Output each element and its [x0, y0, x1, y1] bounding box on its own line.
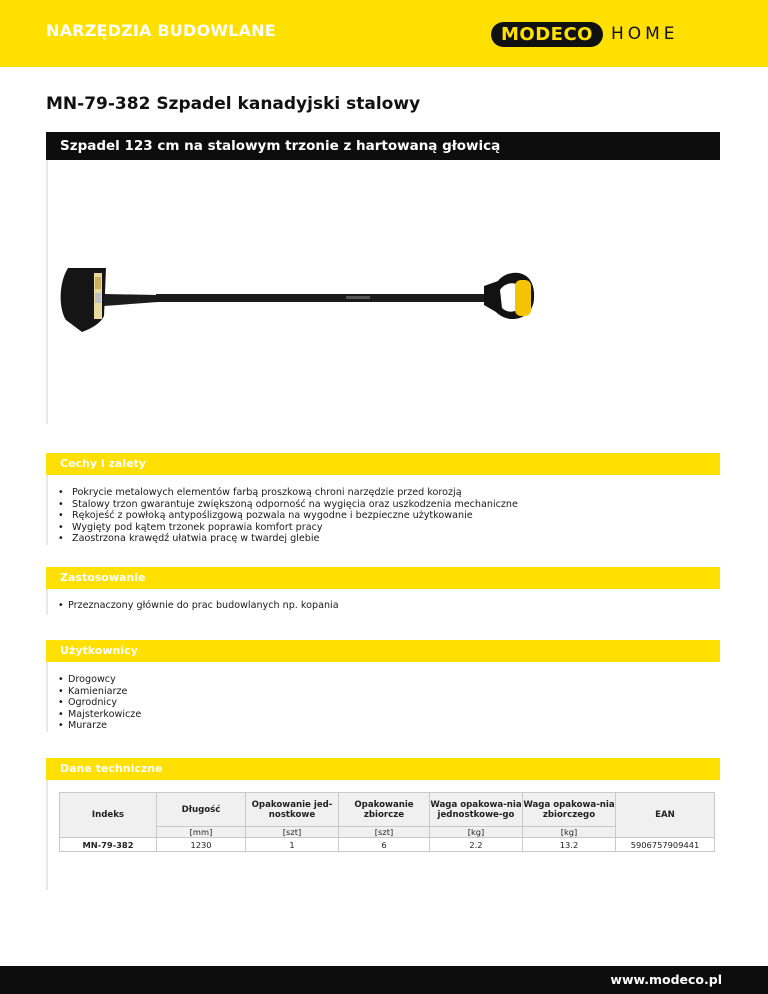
- column-header-unit-pack: Opakowanie jed-nostkowe: [246, 793, 339, 827]
- unit-length: [mm]: [157, 827, 246, 838]
- footer-website-link[interactable]: www.modeco.pl: [610, 972, 722, 987]
- column-header-bulk-weight: Waga opakowa-nia zbiorczego: [523, 793, 616, 827]
- users-list: [58, 674, 141, 732]
- features-list-item: • Zaostrzona krawędź ułatwia pracę w twardej glebie: [58, 533, 518, 545]
- users-list-item: • Murarze: [58, 720, 141, 732]
- technical-data-table: [59, 792, 715, 852]
- unit-bulk-pack: [szt]: [339, 827, 430, 838]
- cell-unit-pack: 1: [246, 838, 339, 852]
- users-list-item: • Majsterkowicze: [58, 709, 141, 721]
- subtitle-bar: [46, 132, 720, 160]
- users-list-item: • Kamieniarze: [58, 686, 141, 698]
- users-list-item: • Drogowcy: [58, 674, 141, 686]
- technical-heading-bar: [46, 758, 720, 780]
- features-list: [58, 487, 518, 545]
- brand-logo: [491, 21, 679, 47]
- column-header-ean: EAN: [616, 793, 715, 838]
- product-image: [48, 160, 720, 422]
- technical-side-rule: [46, 780, 48, 890]
- column-header-unit-weight: Waga opakowa-nia jednostkowe-go: [430, 793, 523, 827]
- header-bar: [0, 0, 768, 67]
- shovel-illustration: [48, 160, 720, 422]
- cell-index: MN-79-382: [60, 838, 157, 852]
- users-heading: Użytkownicy: [60, 644, 138, 657]
- cell-unit-weight: 2.2: [430, 838, 523, 852]
- users-side-rule: [46, 662, 48, 732]
- table-header-row: [60, 793, 715, 827]
- application-heading: Zastosowanie: [60, 571, 146, 584]
- cell-length: 1230: [157, 838, 246, 852]
- features-list-item: • Rękojeść z powłoką antypoślizgową pozwala na wygodne i bezpieczne użytkowanie: [58, 510, 518, 522]
- unit-unit-weight: [kg]: [430, 827, 523, 838]
- users-list-item: • Ogrodnicy: [58, 697, 141, 709]
- cell-bulk-weight: 13.2: [523, 838, 616, 852]
- features-heading-bar: [46, 453, 720, 475]
- features-heading: Cechy i zalety: [60, 457, 146, 470]
- features-list-item: • Pokrycie metalowych elementów farbą proszkową chroni narzędzie przed korozją: [58, 487, 518, 499]
- application-list-item: • Przeznaczony głównie do prac budowlanych np. kopania: [58, 600, 339, 612]
- logo-main-text: MODECO: [491, 22, 603, 47]
- application-heading-bar: [46, 567, 720, 589]
- application-list: [58, 600, 339, 612]
- application-side-rule: [46, 589, 48, 615]
- footer-bar: [0, 966, 768, 994]
- column-header-length: Długość: [157, 793, 246, 827]
- logo-home-text: HOME: [610, 24, 679, 44]
- unit-bulk-weight: [kg]: [523, 827, 616, 838]
- features-list-item: • Wygięty pod kątem trzonek poprawia komfort pracy: [58, 522, 518, 534]
- technical-heading: Dane techniczne: [60, 762, 163, 775]
- users-heading-bar: [46, 640, 720, 662]
- category-label: NARZĘDZIA BUDOWLANE: [46, 21, 276, 40]
- product-subtitle: Szpadel 123 cm na stalowym trzonie z hartowaną głowicą: [60, 138, 501, 154]
- features-list-item: • Stalowy trzon gwarantuje zwiększoną odporność na wygięcia oraz uszkodzenia mechaniczne: [58, 499, 518, 511]
- table-row: [60, 838, 715, 852]
- features-side-rule: [46, 475, 48, 545]
- unit-unit-pack: [szt]: [246, 827, 339, 838]
- column-header-index: Indeks: [60, 793, 157, 838]
- column-header-bulk-pack: Opakowanie zbiorcze: [339, 793, 430, 827]
- cell-ean: 5906757909441: [616, 838, 715, 852]
- cell-bulk-pack: 6: [339, 838, 430, 852]
- product-title: MN-79-382 Szpadel kanadyjski stalowy: [46, 94, 421, 114]
